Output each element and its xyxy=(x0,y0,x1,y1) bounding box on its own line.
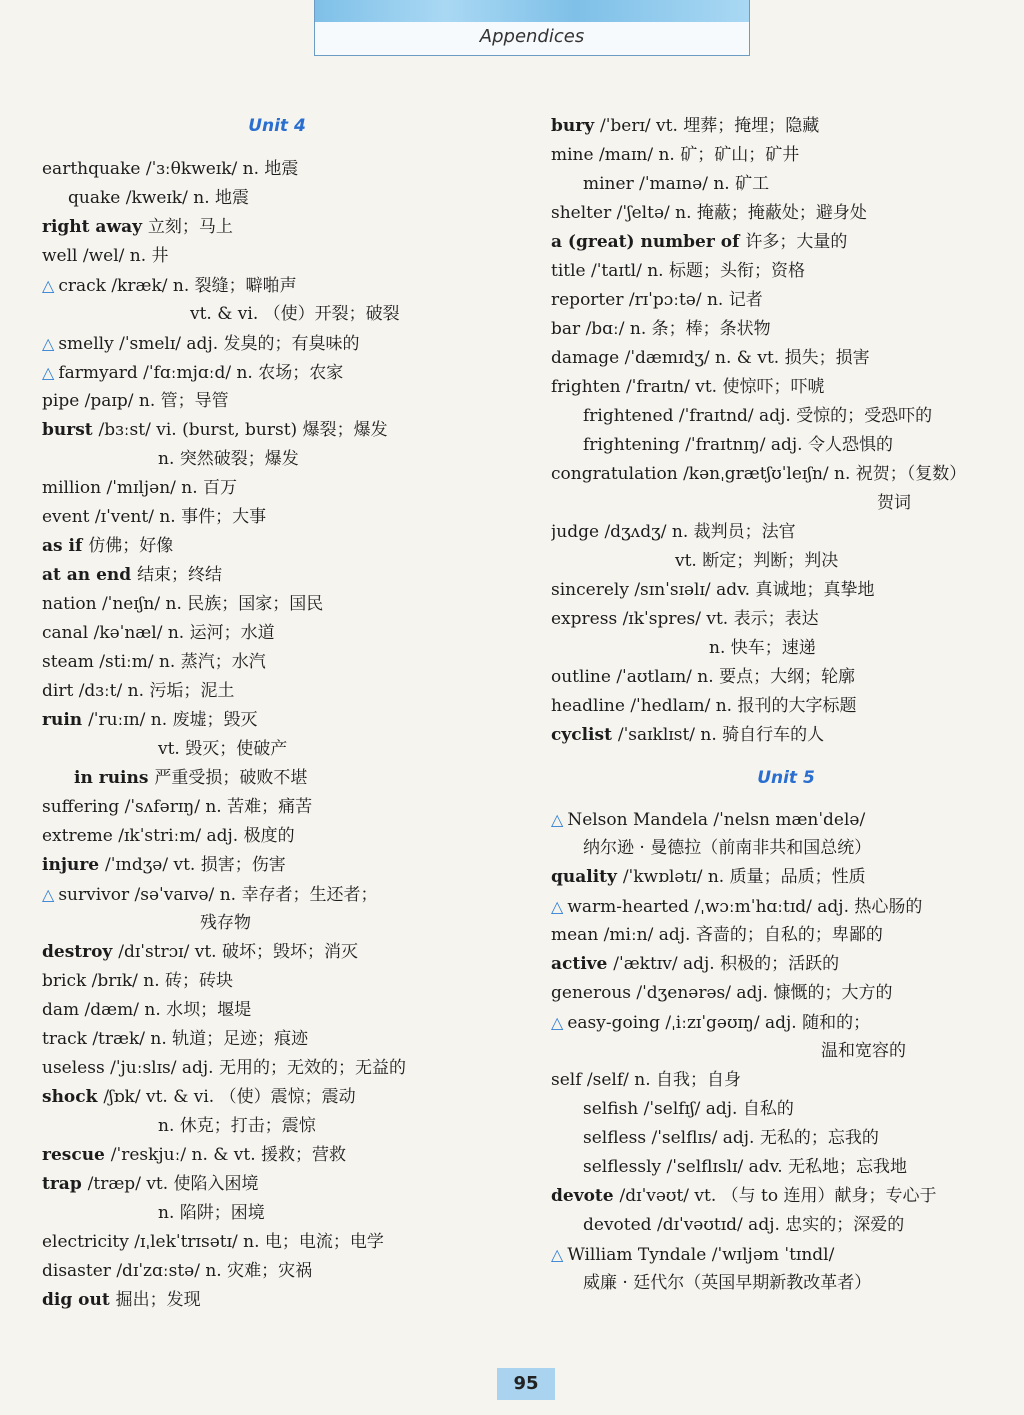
vocab-word: mean xyxy=(551,925,604,945)
vocab-word: nation xyxy=(42,594,102,614)
vocab-definition: 许多；大量的 xyxy=(745,232,848,252)
vocab-word: generous xyxy=(551,983,637,1003)
vocab-entry xyxy=(551,257,1021,286)
vocab-word: devote xyxy=(551,1186,620,1206)
vocab-entry xyxy=(551,460,1021,489)
vocab-definition: vt. & vi. （使）开裂；破裂 xyxy=(190,304,400,324)
vocab-definition: /ˈselfɪʃ/ adj. 自私的 xyxy=(643,1099,794,1119)
triangle-marker-icon: △ xyxy=(42,276,55,295)
vocab-entry xyxy=(42,706,512,735)
vocab-entry xyxy=(551,1153,1021,1182)
vocab-definition: /ˈtaɪtl/ n. 标题；头衔；资格 xyxy=(591,261,805,281)
vocab-word: title xyxy=(551,261,592,281)
appendices-header xyxy=(314,0,750,56)
vocab-entry xyxy=(42,996,512,1025)
vocab-entry xyxy=(551,979,1021,1008)
vocab-definition: /ˈselflɪslɪ/ adv. 无私地；忘我地 xyxy=(666,1157,908,1177)
vocab-word: canal xyxy=(42,623,94,643)
vocab-word: bar xyxy=(551,319,586,339)
vocab-word: smelly xyxy=(58,334,120,354)
vocab-word: million xyxy=(42,478,107,498)
vocab-word: rescue xyxy=(42,1145,111,1165)
vocab-word: self xyxy=(551,1070,587,1090)
left-vocabulary-list xyxy=(42,155,512,1315)
vocab-definition: /ˈhedlaɪn/ n. 报刊的大字标题 xyxy=(630,696,857,716)
vocab-entry xyxy=(42,793,512,822)
vocab-entry xyxy=(551,373,1021,402)
vocab-entry xyxy=(551,834,1021,863)
vocab-word: earthquake xyxy=(42,159,146,179)
vocab-entry xyxy=(551,286,1021,315)
vocab-entry xyxy=(42,1286,512,1315)
vocab-definition: /ʃɒk/ vt. & vi. （使）震惊；震动 xyxy=(103,1087,356,1107)
vocab-entry xyxy=(551,1095,1021,1124)
vocab-entry xyxy=(551,692,1021,721)
vocab-definition: /ˈmɪljən/ n. 百万 xyxy=(106,478,238,498)
vocab-entry xyxy=(551,892,1021,921)
vocab-word: warm-hearted xyxy=(567,897,695,917)
vocab-definition: /sɪnˈsɪəlɪ/ adv. 真诚地；真挚地 xyxy=(634,580,875,600)
vocab-definition: 掘出；发现 xyxy=(115,1290,201,1310)
page-title: Appendices xyxy=(479,26,585,47)
vocab-definition: 结束；终结 xyxy=(137,565,223,585)
vocab-definition: /ˈkwɒlətɪ/ n. 质量；品质；性质 xyxy=(622,867,866,887)
vocab-entry xyxy=(42,474,512,503)
triangle-marker-icon: △ xyxy=(551,897,564,916)
vocab-definition: /ˈfraɪtnɪŋ/ adj. 令人恐惧的 xyxy=(685,435,893,455)
vocab-entry xyxy=(42,880,512,909)
vocab-entry xyxy=(551,1008,1021,1037)
vocab-definition: 威廉 · 廷代尔（英国早期新教改革者） xyxy=(583,1273,872,1293)
vocab-entry xyxy=(42,1141,512,1170)
vocab-entry xyxy=(42,1083,512,1112)
vocab-definition: /miːn/ adj. 吝啬的；自私的；卑鄙的 xyxy=(603,925,883,945)
vocab-entry xyxy=(551,315,1021,344)
vocab-word: frighten xyxy=(551,377,626,397)
vocab-definition: /dæm/ n. 水坝；堰堤 xyxy=(84,1000,252,1020)
vocab-definition: /ˈɪndʒə/ vt. 损害；伤害 xyxy=(105,855,286,875)
vocab-definition: 严重受损；破败不堪 xyxy=(154,768,308,788)
vocab-definition: /kəˈnæl/ n. 运河；水道 xyxy=(93,623,275,643)
vocab-word: burst xyxy=(42,420,99,440)
vocab-entry xyxy=(551,1269,1021,1298)
vocab-word: frightened xyxy=(583,406,679,426)
vocab-word: Nelson Mandela xyxy=(567,810,714,830)
vocab-entry xyxy=(551,605,1021,634)
unit-5-heading: Unit 5 xyxy=(757,768,815,788)
vocab-entry xyxy=(551,112,1021,141)
vocab-definition: vt. 断定；判断；判决 xyxy=(675,551,839,571)
vocab-word: in ruins xyxy=(74,768,155,788)
vocab-definition: /kənˌgrætʃʊˈleɪʃn/ n. 祝贺；（复数） xyxy=(683,464,967,484)
unit-4-heading: Unit 4 xyxy=(248,116,306,136)
vocab-word: William Tyndale xyxy=(567,1245,712,1265)
vocab-definition: 立刻；马上 xyxy=(147,217,233,237)
vocab-entry xyxy=(42,764,512,793)
vocab-entry xyxy=(42,271,512,300)
vocab-definition: /ˈjuːslɪs/ adj. 无用的；无效的；无益的 xyxy=(110,1058,406,1078)
triangle-marker-icon: △ xyxy=(551,1013,564,1032)
vocab-word: congratulation xyxy=(551,464,684,484)
vocab-word: ruin xyxy=(42,710,89,730)
vocab-word: dirt xyxy=(42,681,79,701)
vocab-entry xyxy=(551,1066,1021,1095)
vocab-definition: /ˈsʌfərɪŋ/ n. 苦难；痛苦 xyxy=(124,797,313,817)
vocab-word: destroy xyxy=(42,942,119,962)
vocab-entry xyxy=(42,387,512,416)
vocab-entry xyxy=(42,503,512,532)
vocab-entry xyxy=(551,805,1021,834)
vocab-word: steam xyxy=(42,652,100,672)
vocab-word: suffering xyxy=(42,797,125,817)
vocab-definition: /dɪˈzɑːstə/ n. 灾难；灾祸 xyxy=(116,1261,313,1281)
vocab-definition: /ˈfraɪtn/ vt. 使惊吓；吓唬 xyxy=(625,377,825,397)
vocab-entry xyxy=(42,938,512,967)
vocab-definition: /dɪˈvəʊtɪd/ adj. 忠实的；深爱的 xyxy=(656,1215,905,1235)
vocab-word: brick xyxy=(42,971,92,991)
vocab-definition: /self/ n. 自我；自身 xyxy=(586,1070,742,1090)
vocab-definition: 温和宽容的 xyxy=(821,1041,906,1061)
vocab-definition: /træp/ vt. 使陷入困境 xyxy=(87,1174,259,1194)
vocab-word: well xyxy=(42,246,83,266)
vocab-entry xyxy=(42,1257,512,1286)
vocab-entry xyxy=(42,822,512,851)
vocab-word: active xyxy=(551,954,614,974)
vocab-entry xyxy=(42,242,512,271)
vocab-definition: /wel/ n. 井 xyxy=(82,246,169,266)
vocab-definition: /ˈfɑːmjɑːd/ n. 农场；农家 xyxy=(143,363,344,383)
triangle-marker-icon: △ xyxy=(42,885,55,904)
vocab-word: survivor xyxy=(58,885,135,905)
vocab-definition: /ˈʃeltə/ n. 掩蔽；掩蔽处；避身处 xyxy=(616,203,867,223)
vocab-entry xyxy=(42,532,512,561)
vocab-word: selfless xyxy=(583,1128,652,1148)
vocab-entry xyxy=(551,489,1021,518)
header-decoration-band xyxy=(315,0,749,22)
vocab-entry xyxy=(551,518,1021,547)
right-vocabulary-list-top xyxy=(551,112,1021,750)
vocab-definition: /paɪp/ n. 管；导管 xyxy=(84,391,229,411)
vocab-entry xyxy=(551,634,1021,663)
vocab-definition: n. 突然破裂；爆发 xyxy=(158,449,299,469)
vocab-word: electricity xyxy=(42,1232,135,1252)
left-column xyxy=(42,112,512,1315)
vocab-definition: /ˈdʒenərəs/ adj. 慷慨的；大方的 xyxy=(636,983,893,1003)
vocab-definition: /ɪkˈspres/ vt. 表示；表达 xyxy=(622,609,819,629)
vocab-word: frightening xyxy=(583,435,686,455)
vocab-word: as if xyxy=(42,536,89,556)
vocab-entry xyxy=(551,663,1021,692)
vocab-definition: vt. 毁灭；使破产 xyxy=(158,739,288,759)
vocab-word: disaster xyxy=(42,1261,117,1281)
vocab-word: bury xyxy=(551,116,600,136)
vocab-entry xyxy=(42,561,512,590)
vocab-definition: /ˈæktɪv/ adj. 积极的；活跃的 xyxy=(613,954,840,974)
vocab-entry xyxy=(42,619,512,648)
vocab-entry xyxy=(551,547,1021,576)
vocab-definition: /ˈsmelɪ/ adj. 发臭的；有臭味的 xyxy=(119,334,360,354)
vocab-definition: /kræk/ n. 裂缝；噼啪声 xyxy=(111,276,297,296)
vocab-word: crack xyxy=(58,276,112,296)
vocab-entry xyxy=(551,863,1021,892)
vocab-entry xyxy=(551,1211,1021,1240)
vocab-entry xyxy=(42,416,512,445)
vocab-definition: /dʒʌdʒ/ n. 裁判员；法官 xyxy=(604,522,796,542)
vocab-definition: /ˈfraɪtnd/ adj. 受惊的；受恐吓的 xyxy=(678,406,933,426)
vocab-word: track xyxy=(42,1029,93,1049)
vocab-word: right away xyxy=(42,217,148,237)
vocab-entry xyxy=(42,1025,512,1054)
vocab-definition: /ˈwɪljəm ˈtɪndl/ xyxy=(711,1245,835,1265)
vocab-word: devoted xyxy=(583,1215,657,1235)
vocab-word: shock xyxy=(42,1087,104,1107)
vocab-entry xyxy=(42,184,512,213)
vocab-definition: /brɪk/ n. 砖；砖块 xyxy=(91,971,234,991)
vocab-entry xyxy=(42,735,512,764)
vocab-definition: 纳尔逊 · 曼德拉（前南非共和国总统） xyxy=(583,838,872,858)
vocab-definition: 残存物 xyxy=(200,913,251,933)
vocab-word: a (great) number of xyxy=(551,232,746,252)
vocab-entry xyxy=(42,909,512,938)
vocab-definition: /ˌwɔːmˈhɑːtɪd/ adj. 热心肠的 xyxy=(694,897,923,917)
vocab-entry xyxy=(551,141,1021,170)
vocab-definition: 贺词 xyxy=(877,493,911,513)
vocab-word: quake xyxy=(68,188,126,208)
vocab-word: sincerely xyxy=(551,580,635,600)
vocab-definition: /ˈnelsn mænˈdelə/ xyxy=(713,810,866,830)
page-number: 95 xyxy=(497,1368,555,1400)
vocab-definition: /ɪkˈstriːm/ adj. 极度的 xyxy=(118,826,295,846)
vocab-definition: /ˈsaɪklɪst/ n. 骑自行车的人 xyxy=(617,725,825,745)
vocab-definition: /maɪn/ n. 矿；矿山；矿井 xyxy=(598,145,800,165)
vocab-definition: /ˈruːɪn/ n. 废墟；毁灭 xyxy=(88,710,258,730)
vocab-definition: /bɑː/ n. 条；棒；条状物 xyxy=(585,319,771,339)
right-column xyxy=(551,112,1021,1298)
vocab-definition: /dɪˈstrɔɪ/ vt. 破坏；毁坏；消灭 xyxy=(118,942,358,962)
triangle-marker-icon: △ xyxy=(42,334,55,353)
vocab-word: at an end xyxy=(42,565,138,585)
vocab-definition: /ˈreskjuː/ n. & vt. 援救；营救 xyxy=(110,1145,347,1165)
vocab-word: easy-going xyxy=(567,1013,666,1033)
vocab-definition: /bɜːst/ vi. (burst, burst) 爆裂；爆发 xyxy=(98,420,388,440)
vocab-word: outline xyxy=(551,667,617,687)
vocab-entry xyxy=(42,1199,512,1228)
right-vocabulary-list-bottom xyxy=(551,805,1021,1298)
vocab-entry xyxy=(551,1240,1021,1269)
vocab-entry xyxy=(42,967,512,996)
triangle-marker-icon: △ xyxy=(551,1245,564,1264)
vocab-word: cyclist xyxy=(551,725,618,745)
vocab-entry xyxy=(551,1037,1021,1066)
vocab-entry xyxy=(42,300,512,329)
vocab-entry xyxy=(551,721,1021,750)
vocab-word: injure xyxy=(42,855,106,875)
vocab-definition: /ˈberɪ/ vt. 埋葬；掩埋；隐藏 xyxy=(600,116,820,136)
triangle-marker-icon: △ xyxy=(551,810,564,829)
vocab-definition: n. 陷阱；困境 xyxy=(158,1203,265,1223)
vocab-definition: /ˈselflɪs/ adj. 无私的；忘我的 xyxy=(651,1128,879,1148)
vocab-entry xyxy=(42,1112,512,1141)
vocab-entry xyxy=(42,1170,512,1199)
vocab-definition: n. 快车；速递 xyxy=(709,638,816,658)
vocab-word: miner xyxy=(583,174,640,194)
triangle-marker-icon: △ xyxy=(42,363,55,382)
vocab-entry xyxy=(42,1228,512,1257)
vocab-definition: /stiːm/ n. 蒸汽；水汽 xyxy=(99,652,266,672)
vocab-entry xyxy=(551,1182,1021,1211)
vocab-word: express xyxy=(551,609,623,629)
vocab-definition: /rɪˈpɔːtə/ n. 记者 xyxy=(628,290,763,310)
vocab-entry xyxy=(551,950,1021,979)
vocab-entry xyxy=(551,170,1021,199)
vocab-word: reporter xyxy=(551,290,629,310)
vocab-entry xyxy=(551,344,1021,373)
vocab-definition: /ˈɜːθkweɪk/ n. 地震 xyxy=(145,159,299,179)
vocab-entry xyxy=(551,199,1021,228)
vocab-entry xyxy=(42,590,512,619)
vocab-word: quality xyxy=(551,867,623,887)
vocab-entry xyxy=(551,921,1021,950)
vocab-word: farmyard xyxy=(58,363,144,383)
vocab-word: mine xyxy=(551,145,599,165)
vocab-definition: /kweɪk/ n. 地震 xyxy=(125,188,250,208)
vocab-definition: /səˈvaɪvə/ n. 幸存者；生还者； xyxy=(134,885,378,905)
vocab-word: selflessly xyxy=(583,1157,667,1177)
vocab-entry xyxy=(551,402,1021,431)
vocab-word: judge xyxy=(551,522,605,542)
vocab-definition: /ɪˈvent/ n. 事件；大事 xyxy=(94,507,267,527)
vocab-word: event xyxy=(42,507,95,527)
vocab-entry xyxy=(42,851,512,880)
vocab-definition: /ˈaʊtlaɪn/ n. 要点；大纲；轮廓 xyxy=(616,667,856,687)
vocab-definition: /ˈneɪʃn/ n. 民族；国家；国民 xyxy=(101,594,324,614)
vocab-word: damage xyxy=(551,348,625,368)
vocab-entry xyxy=(42,648,512,677)
vocab-word: useless xyxy=(42,1058,111,1078)
vocab-entry xyxy=(551,228,1021,257)
vocab-entry xyxy=(42,213,512,242)
vocab-definition: 仿佛；好像 xyxy=(88,536,174,556)
vocab-entry xyxy=(42,677,512,706)
vocab-entry xyxy=(42,155,512,184)
vocab-word: pipe xyxy=(42,391,85,411)
vocab-definition: /træk/ n. 轨道；足迹；痕迹 xyxy=(92,1029,309,1049)
vocab-entry xyxy=(42,445,512,474)
vocab-word: selfish xyxy=(583,1099,644,1119)
vocab-word: trap xyxy=(42,1174,88,1194)
vocab-entry xyxy=(42,358,512,387)
vocab-word: dam xyxy=(42,1000,85,1020)
vocab-word: headline xyxy=(551,696,631,716)
vocab-entry xyxy=(551,1124,1021,1153)
vocab-definition: /ˈmaɪnə/ n. 矿工 xyxy=(639,174,770,194)
vocab-entry xyxy=(551,431,1021,460)
vocab-word: dig out xyxy=(42,1290,116,1310)
vocab-definition: /ˌiːzɪˈgəʊɪŋ/ adj. 随和的； xyxy=(665,1013,871,1033)
vocab-definition: /ˈdæmɪdʒ/ n. & vt. 损失；损害 xyxy=(624,348,870,368)
vocab-entry xyxy=(551,576,1021,605)
vocab-definition: /ɪˌlekˈtrɪsətɪ/ n. 电；电流；电学 xyxy=(134,1232,384,1252)
vocab-word: shelter xyxy=(551,203,617,223)
vocab-entry xyxy=(42,329,512,358)
vocab-word: extreme xyxy=(42,826,119,846)
vocab-definition: /dɜːt/ n. 污垢；泥土 xyxy=(78,681,235,701)
vocab-entry xyxy=(42,1054,512,1083)
vocab-definition: n. 休克；打击；震惊 xyxy=(158,1116,316,1136)
vocab-definition: /dɪˈvəʊt/ vt. （与 to 连用）献身；专心于 xyxy=(619,1186,937,1206)
